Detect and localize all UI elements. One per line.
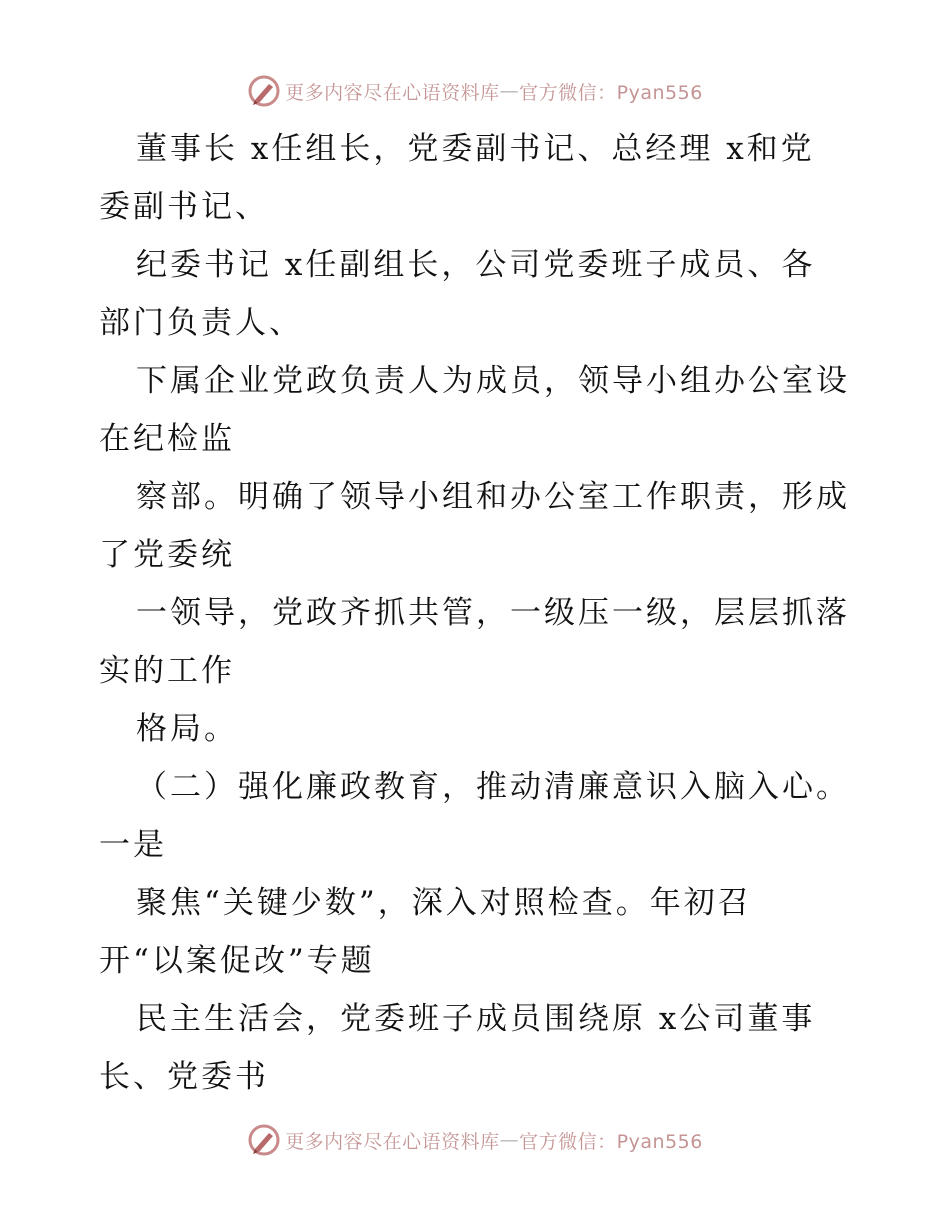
paragraph-line: 开“以案促改”专题 (99, 943, 375, 979)
watermark-dash: — (499, 1129, 520, 1151)
paragraph-line: 了党委统 (99, 537, 235, 573)
paragraph-line: 董事长 x任组长，党委副书记、总经理 x和党 (136, 131, 815, 167)
paragraph-line: 委副书记、 (99, 189, 269, 225)
document-body (99, 120, 899, 1106)
paragraph-line: 部门负责人、 (99, 305, 303, 341)
paragraph-line: 下属企业党政负责人为成员，领导小组办公室设 (136, 363, 850, 399)
watermark-dash: — (499, 80, 520, 102)
paragraph-line: 纪委书记 x任副组长，公司党委班子成员、各 (136, 247, 816, 283)
paragraph-line: 实的工作 (99, 653, 235, 689)
paragraph-line: 聚焦“关键少数”，深入对照检查。年初召 (136, 885, 752, 921)
watermark-main-text: 更多内容尽在心语资料库 (285, 81, 500, 104)
watermark-contact-text: 官方微信：Pyan556 (519, 81, 703, 104)
watermark-footer (0, 1120, 950, 1160)
pen-logo-icon (247, 74, 281, 108)
section-heading-line: （二）强化廉政教育，推动清廉意识入脑入心。 (136, 769, 850, 805)
paragraph-line: 格局。 (136, 711, 238, 747)
watermark-header (0, 71, 950, 111)
paragraph-line: 一领导，党政齐抓共管，一级压一级，层层抓落 (136, 595, 850, 631)
paragraph-line: 一是 (99, 827, 167, 863)
paragraph-line: 察部。明确了领导小组和办公室工作职责，形成 (136, 479, 850, 515)
watermark-main-text: 更多内容尽在心语资料库 (285, 1130, 500, 1153)
watermark-contact-text: 官方微信：Pyan556 (519, 1130, 703, 1153)
paragraph-line: 长、党委书 (99, 1059, 269, 1095)
paragraph-line: 民主生活会，党委班子成员围绕原 x公司董事 (136, 1001, 816, 1037)
pen-logo-icon (247, 1123, 281, 1157)
paragraph-line: 在纪检监 (99, 421, 235, 457)
